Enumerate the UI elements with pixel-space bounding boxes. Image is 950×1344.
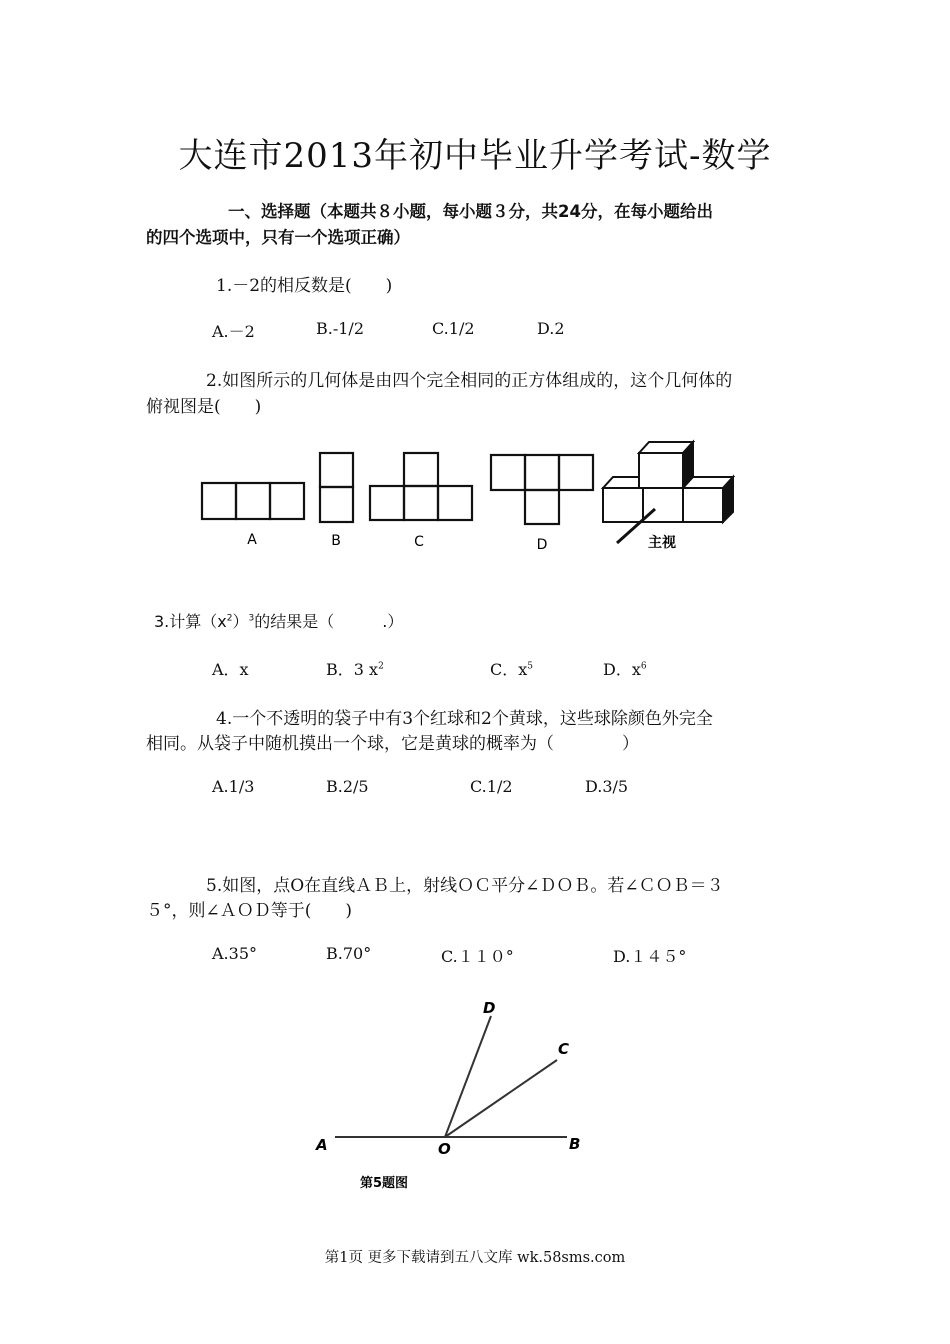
question-4-line2: 相同。从袋子中随机摸出一个球，它是黄球的概率为（ ） <box>146 734 639 754</box>
solid-figure <box>603 442 733 543</box>
q5-option-c: C.１１０° <box>441 947 514 966</box>
point-label-b: B <box>569 1135 581 1153</box>
point-label-a: A <box>316 1136 328 1154</box>
q1-option-c: C.1/2 <box>432 319 475 338</box>
point-label-o: O <box>438 1140 451 1158</box>
question-4-line1: 4.一个不透明的袋子中有3个红球和2个黄球，这些球除颜色外完全 <box>216 709 713 729</box>
q5-option-a: A.35° <box>212 944 257 963</box>
option-c-view <box>370 453 472 520</box>
q1-option-d: D.2 <box>537 319 565 338</box>
question-3-stem: 3.计算$(x^2)^3$的结果是（ .） <box>154 612 404 631</box>
fig-label-c: C <box>414 534 424 550</box>
option-d-view <box>491 455 593 524</box>
ray-od <box>445 1016 491 1137</box>
fig-label-b: B <box>331 533 341 549</box>
q1-option-b: B.-1/2 <box>316 319 364 338</box>
fig-label-d: D <box>536 537 548 553</box>
option-a-view <box>202 483 304 519</box>
question-1-stem: 1.－2的相反数是( ) <box>216 276 393 296</box>
question-2-line1: 2.如图所示的几何体是由四个完全相同的正方体组成的，这个几何体的 <box>206 371 733 391</box>
q1-option-a: A.－2 <box>212 322 255 341</box>
q2-figure <box>196 436 741 556</box>
ray-oc <box>445 1060 557 1137</box>
question-5-line1: 5.如图，点O在直线ＡＢ上，射线ＯＣ平分∠ＤＯＢ。若∠ＣＯＢ＝３ <box>206 876 724 896</box>
q5-option-b: B.70° <box>326 944 372 963</box>
q3-option-a: A．x <box>212 660 249 679</box>
q4-option-a: A.1/3 <box>212 777 255 796</box>
q3-option-d: D．$x^6$ <box>603 660 647 679</box>
fig-label-a: A <box>247 532 257 548</box>
page-title: 大连市2013年初中毕业升学考试-数学 <box>178 136 772 176</box>
q4-option-d: D.3/5 <box>585 777 629 796</box>
q3-option-c: C．$x^5$ <box>490 660 534 679</box>
point-label-d: D <box>483 999 496 1017</box>
figure-caption: 第5题图 <box>360 1176 409 1191</box>
page-footer: 第1页 更多下载请到五八文库 wk.58sms.com <box>324 1250 626 1266</box>
q5-option-d: D.１４５° <box>613 947 687 966</box>
section-header-line2: 的四个选项中，只有一个选项正确） <box>146 228 410 247</box>
q3-option-b: B．3 $x^2$ <box>326 660 384 679</box>
q4-option-b: B.2/5 <box>326 777 369 796</box>
question-2-line2: 俯视图是( ) <box>146 397 262 417</box>
section-header-line1: 一、选择题（本题共８小题，每小题３分，共24分，在每小题给出 <box>228 202 713 221</box>
option-b-view <box>320 453 353 522</box>
q4-option-c: C.1/2 <box>470 777 513 796</box>
fig-label-front-view: 主视 <box>648 535 676 551</box>
q5-angle-figure <box>305 990 605 1200</box>
question-5-line2: ５°，则∠ＡＯＤ等于( ) <box>146 901 353 921</box>
point-label-c: C <box>558 1040 570 1058</box>
